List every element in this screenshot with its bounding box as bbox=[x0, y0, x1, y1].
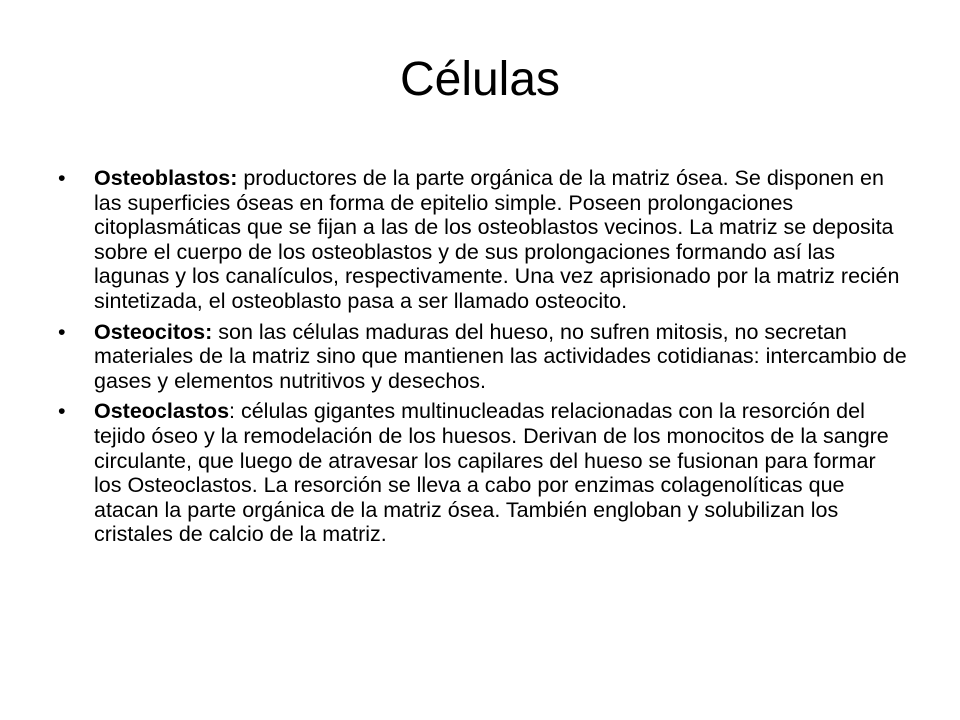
bullet-item-osteocitos bbox=[58, 320, 908, 394]
bullet-text: : células gigantes multinucleadas relacionadas con la resorción del tejido óseo y la remodelación de los huesos. Derivan de los monocitos de la sangre circulante, que luego de atravesar los capilares del hueso se fusionan para formar los Osteoclastos. La resorción se lleva a cabo por enzimas colagenolíticas que atacan la parte orgánica de la matriz ósea. También engloban y solubilizan los cristales de calcio de la matriz. bbox=[94, 399, 889, 547]
bullet-text: son las células maduras del hueso, no sufren mitosis, no secretan materiales de la matriz sino que mantienen las actividades cotidianas: intercambio de gases y elementos nutritivos y desechos. bbox=[94, 319, 907, 393]
bullet-marker: • bbox=[58, 399, 66, 424]
bullet-term: Osteoclastos bbox=[94, 399, 230, 424]
bullet-term: Osteoblastos: bbox=[94, 166, 238, 190]
bullet-text: productores de la parte orgánica de la matriz ósea. Se disponen en las superficies óseas en forma de epitelio simple. Poseen prolongaciones citoplasmáticas que se fijan a las de los osteoblastos vecinos. La matriz se deposita sobre el cuerpo de los osteoblastos y de sus prolongaciones formando así las lagunas y los canalículos, respectivamente. Una vez aprisionado por la matriz recién sintetizada, el osteoblasto pasa a ser llamado osteocito. bbox=[94, 166, 900, 313]
bullet-marker: • bbox=[58, 319, 66, 344]
bullet-term: Osteocitos: bbox=[94, 319, 213, 344]
slide-title: Células bbox=[399, 53, 561, 106]
bullet-list bbox=[58, 166, 908, 553]
bullet-marker: • bbox=[58, 166, 66, 190]
bullet-item-osteoblastos bbox=[58, 166, 908, 314]
bullet-item-osteoclastos bbox=[58, 399, 908, 547]
